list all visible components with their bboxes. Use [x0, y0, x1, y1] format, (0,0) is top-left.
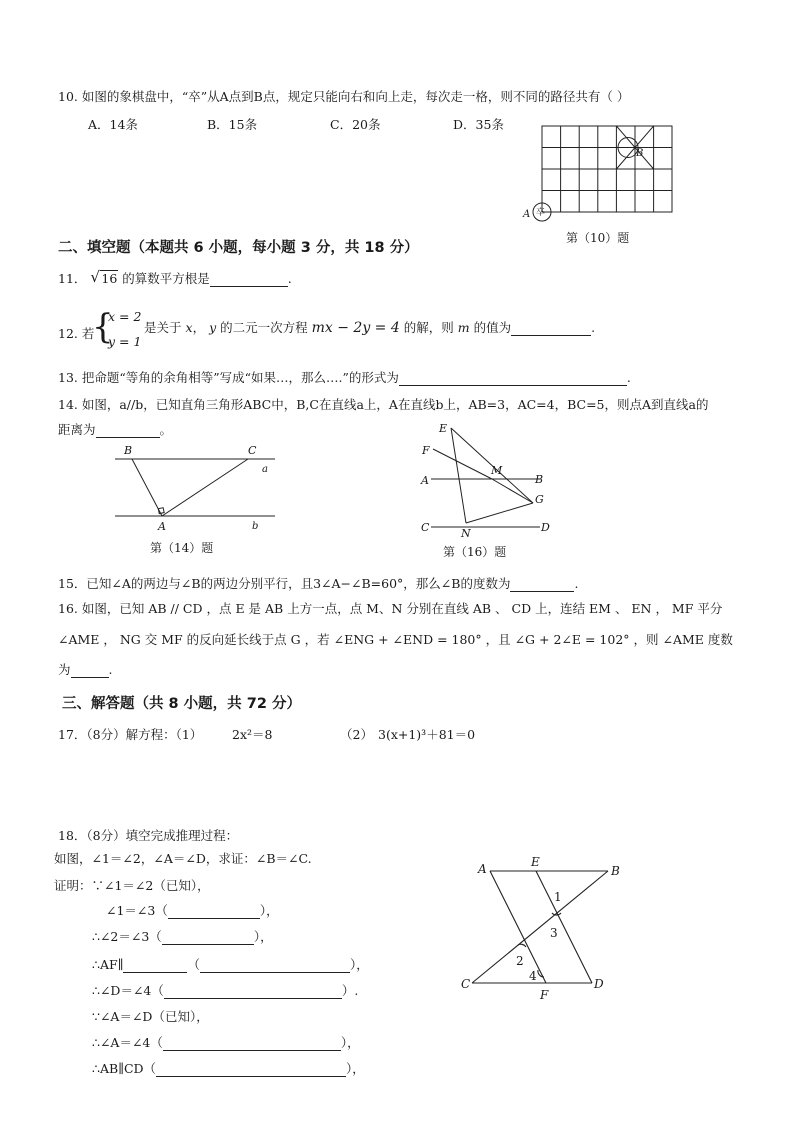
q18-proof-1-text: ∠1＝∠3（	[106, 903, 168, 918]
q11-radicand: 16	[101, 271, 118, 286]
q18-blank-7[interactable]	[156, 1063, 346, 1077]
q10-option-c: C．20条	[330, 117, 381, 132]
q16-label-b: B	[535, 473, 544, 486]
q18-tail-1: ），	[259, 903, 279, 918]
q15-blank[interactable]	[510, 578, 574, 592]
q16-label-n: N	[461, 527, 471, 540]
q14-caption: 第（14）题	[150, 541, 214, 555]
q18-label-1: 1	[554, 890, 562, 904]
q14-label-b-line: b	[252, 521, 259, 532]
q10-option-b: B．15条	[207, 117, 258, 132]
q14-line2-end: 。	[159, 422, 173, 437]
q11-num: 11．	[58, 271, 87, 286]
q18-proof-0: 证明：∵∠1＝∠2（已知），	[54, 878, 210, 893]
q11-text: 的算数平方根是	[122, 271, 210, 286]
q10-option-a: A．14条	[88, 117, 138, 132]
q12-text-a: 是关于	[144, 320, 182, 335]
q18-label-a: A	[478, 862, 487, 876]
q14-label-a-point: A	[158, 520, 166, 533]
q16-label-e: E	[439, 422, 448, 435]
q18-label-3: 3	[550, 926, 558, 940]
q16-figure	[415, 420, 565, 540]
q18-tail-3: ），	[349, 957, 369, 972]
q18-proof-4-text: ∴∠D＝∠4（	[92, 983, 164, 998]
q14-line2-text: 距离为	[58, 422, 96, 437]
q12-text-c: 的二元一次方程	[220, 320, 308, 335]
q18-proof-1	[106, 903, 279, 919]
q13: 13. 把命题“等角的余角相等”写成“如果…，那么….”的形式为 .	[58, 370, 631, 385]
q12-brace: {	[92, 307, 114, 347]
q10-stem: 10. 如图的象棋盘中，“卒”从A点到B点，规定只能向右和向上走，每次走一格，则不同的路径共有（ ）	[58, 89, 630, 104]
q17-eq2: 3(x+1)³＋81＝0	[378, 727, 476, 742]
q11: 11． √ 16 的算数平方根是 .	[58, 268, 292, 286]
q10-chessboard-figure	[520, 120, 680, 225]
q18-proof-2	[92, 929, 273, 945]
q18-blank-3a[interactable]	[123, 959, 187, 973]
q18-blank-3b[interactable]	[200, 959, 350, 973]
q16-line1: 16. 如图，已知 AB // CD ，点 E 是 AB 上方一点，点 M、N 分别在直线 AB 、 CD 上，连结 EM 、 EN ， MF 平分	[58, 601, 723, 616]
q14-label-a-line: a	[262, 464, 268, 475]
q18-tail-6: ），	[340, 1035, 360, 1050]
q14-line1: 14. 如图，a//b，已知直角三角形ABC中，B,C在直线a上，A在直线b上，AB=3，AC=4，BC=5，则点A到直线a的	[58, 397, 709, 412]
q17-num: 17．（8分）解方程：（1）	[58, 727, 203, 742]
q16-label-d: D	[541, 521, 550, 534]
q18-tail-4: ）.	[341, 983, 359, 998]
q16-caption: 第（16）题	[443, 545, 507, 559]
q18-blank-6[interactable]	[163, 1037, 341, 1051]
q16-line3-text: 为	[58, 662, 71, 677]
q18-label-e: E	[531, 855, 540, 869]
q16-line3: 为 .	[58, 662, 113, 677]
q12-equation: mx − 2y = 4	[311, 320, 400, 336]
q18-blank-2[interactable]	[162, 931, 254, 945]
q18-proof-3-text: ∴AF∥	[92, 957, 124, 972]
q18-proof-2-text: ∴∠2＝∠3（	[92, 929, 162, 944]
q12-text-d: 的解，则	[403, 320, 454, 335]
q10-caption: 第（10）题	[566, 231, 630, 245]
q10-label-b: B	[636, 148, 644, 159]
q18-proof-4	[92, 983, 358, 999]
section3-title: 三、解答题（共 8 小题，共 72 分）	[62, 696, 301, 712]
q12-text-e: 的值为	[473, 320, 512, 335]
q14-figure	[110, 440, 290, 540]
q12-var-m: m	[457, 320, 470, 335]
q17-part2: （2）	[340, 727, 373, 742]
q12-eq2: y = 1	[108, 334, 142, 349]
q16-label-a: A	[421, 474, 429, 487]
q16-label-g: G	[535, 493, 544, 506]
q18-label-f: F	[540, 988, 549, 1002]
q18-tail-7: ），	[346, 1061, 365, 1076]
q18-label-b: B	[611, 864, 620, 878]
q16-label-f: F	[422, 444, 430, 457]
q15-text: 15．已知∠A的两边与∠B的两边分别平行，且3∠A−∠B=60°，那么∠B的度数为	[58, 576, 511, 591]
q18-label-4: 4	[529, 969, 537, 983]
q18-blank-4[interactable]	[164, 985, 342, 999]
q18-given: 如图，∠1＝∠2，∠A＝∠D，求证：∠B＝∠C.	[54, 851, 312, 866]
q18-proof-6-text: ∴∠A＝∠4（	[92, 1035, 163, 1050]
q18-proof-5: ∵∠A＝∠D（已知），	[92, 1009, 209, 1024]
q12-body: 是关于 x， y 的二元一次方程 mx − 2y = 4 的解，则 m 的值为 .	[144, 320, 596, 336]
q12-num: 12. 若	[58, 326, 95, 341]
q18-label-2: 2	[516, 954, 524, 968]
q10-option-d: D．35条	[453, 117, 504, 132]
q18-proof-3: ∴AF∥ （ ），	[92, 957, 369, 972]
q11-blank[interactable]	[210, 273, 288, 287]
q12-text-b: ，	[192, 320, 206, 335]
q18-proof-7	[92, 1061, 365, 1077]
q18-label-d: D	[594, 977, 604, 991]
q12-var-x: x	[185, 320, 193, 335]
q18-blank-1[interactable]	[168, 905, 260, 919]
q16-label-m: M	[491, 464, 503, 477]
q16-label-c: C	[421, 521, 430, 534]
q14-blank[interactable]	[96, 424, 160, 438]
section2-title: 二、填空题（本题共 6 小题，每小题 3 分，共 18 分）	[58, 240, 419, 256]
q12-eq1: x = 2	[108, 309, 142, 324]
q12-var-y: y	[209, 320, 217, 335]
q14-line2	[58, 422, 172, 438]
q12-blank[interactable]	[511, 322, 591, 336]
q18-tail-2: ），	[253, 929, 273, 944]
q13-blank[interactable]	[399, 372, 627, 386]
q18-figure	[460, 855, 630, 1005]
q16-blank[interactable]	[71, 664, 109, 678]
q18-proof-7-text: ∴AB∥CD（	[92, 1061, 157, 1076]
q18-title: 18．（8分）填空完成推理过程：	[58, 828, 239, 843]
q13-text: 13. 把命题“等角的余角相等”写成“如果…，那么….”的形式为	[58, 370, 399, 385]
q15: 15．已知∠A的两边与∠B的两边分别平行，且3∠A−∠B=60°，那么∠B的度数为 .	[58, 576, 579, 591]
q16-line2: ∠AME ， NG 交 MF 的反向延长线于点 G ，若 ∠ENG + ∠END = 180° ，且 ∠G + 2∠E = 102° ，则 ∠AME 度数	[58, 632, 733, 647]
q10-piece: 卒	[536, 208, 546, 218]
q18-label-c: C	[461, 977, 471, 991]
q10-label-a: A	[523, 209, 531, 220]
q18-proof-6	[92, 1035, 360, 1051]
q14-label-b-point: B	[124, 444, 133, 457]
q14-label-c: C	[248, 444, 257, 457]
q17-eq1: 2x²＝8	[232, 727, 273, 742]
